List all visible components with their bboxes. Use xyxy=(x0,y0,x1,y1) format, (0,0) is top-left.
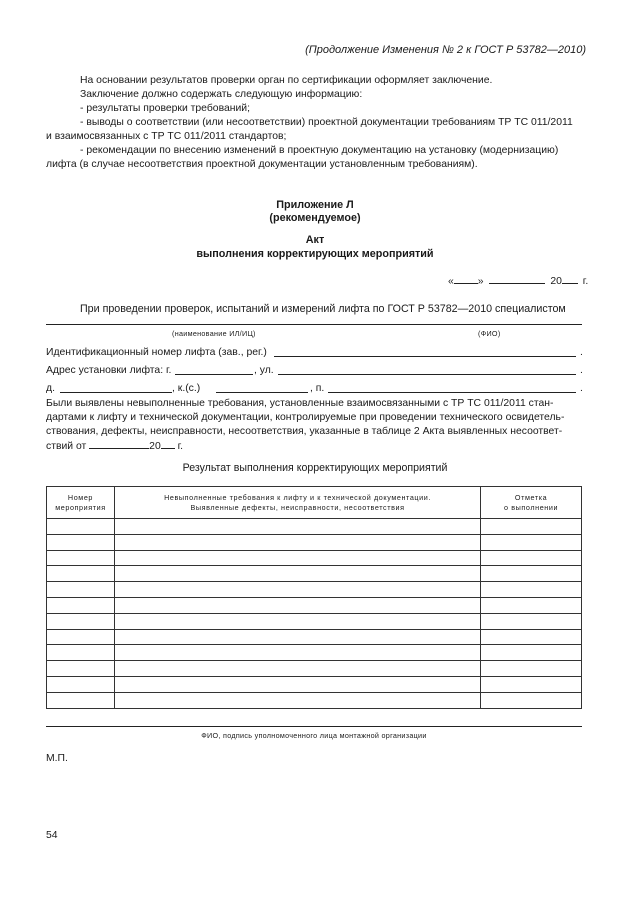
table-cell[interactable] xyxy=(47,597,115,613)
table-cell[interactable] xyxy=(47,645,115,661)
found-year-prefix: 20 xyxy=(149,441,161,452)
table-row xyxy=(47,629,582,645)
table-cell[interactable] xyxy=(481,550,582,566)
date-year-prefix: 20 xyxy=(550,276,562,287)
table-row xyxy=(47,550,582,566)
table-cell[interactable] xyxy=(481,629,582,645)
table-cell[interactable] xyxy=(481,597,582,613)
found-line-3: ствования, дефекты, неисправности, несоответствия, указанные в таблице 2 Акта выявленных несоответ- xyxy=(46,426,563,437)
address-city-label: Адрес установки лифта: г. xyxy=(46,365,172,376)
table-row xyxy=(47,661,582,677)
table-cell[interactable] xyxy=(47,629,115,645)
intro-line-7: лифта (в случае несоответствия проектной документации установленным требованиям). xyxy=(46,159,478,170)
table-cell[interactable] xyxy=(47,661,115,677)
table-row xyxy=(47,613,582,629)
lift-id-label: Идентификационный номер лифта (зав., рег.) xyxy=(46,347,267,358)
table-row xyxy=(47,692,582,708)
table-cell[interactable] xyxy=(114,629,480,645)
found-last-prefix: ствий от xyxy=(46,441,87,452)
table-cell[interactable] xyxy=(114,676,480,692)
intro-line-3: - результаты проверки требований; xyxy=(80,103,250,114)
act-intro-line: При проведении проверок, испытаний и измерений лифта по ГОСТ Р 53782—2010 специалистом xyxy=(80,303,566,315)
table-cell[interactable] xyxy=(114,597,480,613)
caption-org: (наименование ИЛ/ИЦ) xyxy=(172,329,256,338)
table-cell[interactable] xyxy=(114,566,480,582)
address-house-blank[interactable] xyxy=(60,382,172,393)
intro-line-1: На основании результатов проверки орган по сертификации оформляет заключение. xyxy=(80,75,493,86)
found-year-suffix: г. xyxy=(177,441,184,452)
results-table-title: Результат выполнения корректирующих мероприятий xyxy=(182,462,448,474)
found-line-1: Были выявлены невыполненные требования, установленные взаимосвязанными с ТР ТС 011/2011 стан- xyxy=(46,398,554,409)
lift-id-blank[interactable] xyxy=(274,346,576,357)
address-city-blank[interactable] xyxy=(175,364,253,375)
col-header-mark-l2: о выполнении xyxy=(504,502,559,512)
table-cell[interactable] xyxy=(114,582,480,598)
table-cell[interactable] xyxy=(47,519,115,535)
found-line-2: дартами к лифту и технической документации, контролируемые при проведении технического освидетель- xyxy=(46,412,565,423)
table-cell[interactable] xyxy=(481,566,582,582)
date-year-blank[interactable] xyxy=(562,274,578,284)
stamp-label: М.П. xyxy=(46,753,68,764)
continuation-header: (Продолжение Изменения № 2 к ГОСТ Р 53782—2010) xyxy=(305,44,586,56)
address-entrance-blank[interactable] xyxy=(328,382,576,393)
table-cell[interactable] xyxy=(114,661,480,677)
table-cell[interactable] xyxy=(481,582,582,598)
address-building-blank[interactable] xyxy=(216,382,308,393)
appendix-title: Приложение Л xyxy=(276,199,354,211)
specialist-blank[interactable] xyxy=(46,316,582,325)
table-cell[interactable] xyxy=(47,613,115,629)
address-street-blank[interactable] xyxy=(278,364,576,375)
table-cell[interactable] xyxy=(47,534,115,550)
found-date-blank[interactable] xyxy=(89,439,149,449)
col-header-requirements-l1: Невыполненные требования к лифту и к технической документации. xyxy=(164,492,431,502)
col-header-requirements xyxy=(114,487,480,519)
results-table xyxy=(46,486,582,709)
table-row xyxy=(47,582,582,598)
col-header-number xyxy=(47,487,115,519)
table-cell[interactable] xyxy=(47,582,115,598)
address-street-period: . xyxy=(580,365,583,376)
table-row xyxy=(47,597,582,613)
table-cell[interactable] xyxy=(481,676,582,692)
col-header-mark-l1: Отметка xyxy=(514,492,548,502)
intro-line-6: - рекомендации по внесению изменений в проектную документацию на установку (модернизацию) xyxy=(80,145,559,156)
table-cell[interactable] xyxy=(481,645,582,661)
table-cell[interactable] xyxy=(114,692,480,708)
table-cell[interactable] xyxy=(114,534,480,550)
date-quote-open: « xyxy=(448,276,454,287)
table-cell[interactable] xyxy=(481,692,582,708)
table-row xyxy=(47,519,582,535)
table-cell[interactable] xyxy=(114,645,480,661)
table-cell[interactable] xyxy=(47,692,115,708)
col-header-requirements-l2: Выявленные дефекты, неисправности, несоответствия xyxy=(190,502,405,512)
table-cell[interactable] xyxy=(114,550,480,566)
table-row xyxy=(47,534,582,550)
table-cell[interactable] xyxy=(481,613,582,629)
page-number: 54 xyxy=(46,830,58,841)
address-entrance-label: , п. xyxy=(310,383,325,394)
table-cell[interactable] xyxy=(47,676,115,692)
table-cell[interactable] xyxy=(481,519,582,535)
signature-blank[interactable] xyxy=(46,718,582,727)
table-cell[interactable] xyxy=(47,550,115,566)
date-suffix: г. xyxy=(582,276,589,287)
table-cell[interactable] xyxy=(114,519,480,535)
act-subtitle: выполнения корректирующих мероприятий xyxy=(196,248,434,260)
date-quote-close: » xyxy=(477,276,484,287)
lift-id-period: . xyxy=(580,347,583,358)
found-year-blank[interactable] xyxy=(161,439,175,449)
address-building-label: , к.(с.) xyxy=(172,383,201,394)
address-entrance-period: . xyxy=(580,383,583,394)
date-day-blank[interactable] xyxy=(454,274,478,284)
found-line-4 xyxy=(46,439,183,454)
intro-line-5: и взаимосвязанных с ТР ТС 011/2011 стандартов; xyxy=(46,131,287,142)
address-house-label: д. xyxy=(46,383,55,394)
caption-fio: (ФИО) xyxy=(478,329,501,338)
table-row xyxy=(47,676,582,692)
table-row xyxy=(47,645,582,661)
table-header-row xyxy=(47,487,582,519)
date-line xyxy=(448,274,588,289)
col-header-mark xyxy=(481,487,582,519)
address-street-label: , ул. xyxy=(254,365,274,376)
intro-line-4: - выводы о соответствии (или несоответствии) проектной документации требованиям ТР ТС 011/2011 xyxy=(80,117,573,128)
table-cell[interactable] xyxy=(114,613,480,629)
table-cell[interactable] xyxy=(47,566,115,582)
col-header-number-l2: мероприятия xyxy=(55,502,106,512)
table-cell[interactable] xyxy=(481,661,582,677)
col-header-number-l1: Номер xyxy=(67,492,94,502)
table-row xyxy=(47,566,582,582)
intro-line-2: Заключение должно содержать следующую информацию: xyxy=(80,89,363,100)
date-month-blank[interactable] xyxy=(489,274,545,284)
table-cell[interactable] xyxy=(481,534,582,550)
act-title: Акт xyxy=(305,234,325,246)
appendix-subtitle: (рекомендуемое) xyxy=(269,212,361,224)
signature-caption: ФИО, подпись уполномоченного лица монтажной организации xyxy=(201,731,427,740)
